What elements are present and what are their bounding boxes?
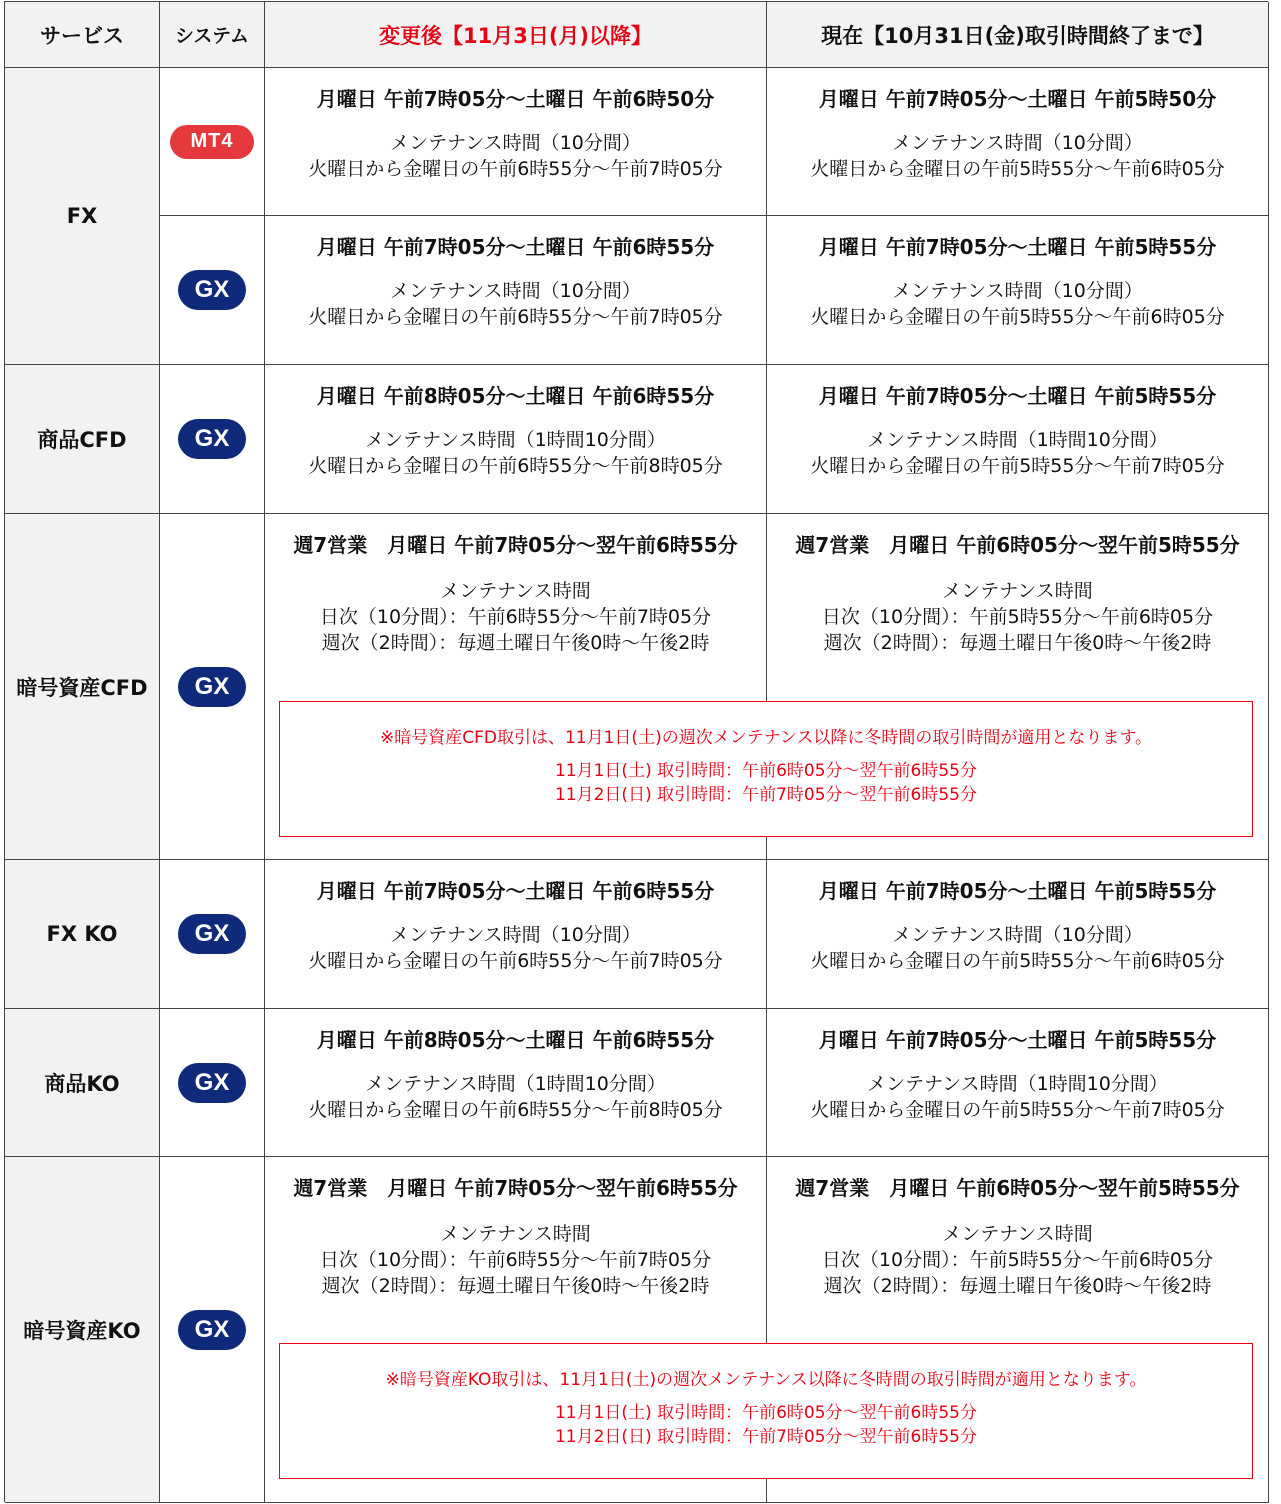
maintenance-detail: 火曜日から金曜日の午前5時55分～午前6時05分 [810, 950, 1225, 972]
trading-hours: 月曜日 午前7時05分～土曜日 午前5時55分 [818, 879, 1217, 903]
system-cell [160, 860, 265, 1009]
maintenance-title: メンテナンス時間 [440, 580, 591, 602]
trading-hours: 月曜日 午前7時05分～土曜日 午前5時55分 [818, 235, 1217, 259]
current-cell-commodity-cfd [767, 365, 1269, 514]
maintenance-weekly: 週次（2時間）：毎週土曜日午後0時～午後2時 [321, 632, 710, 654]
maintenance-detail: 火曜日から金曜日の午前5時55分～午前6時05分 [810, 306, 1225, 328]
maintenance-title: メンテナンス時間 [942, 1223, 1093, 1245]
maintenance-detail: 火曜日から金曜日の午前5時55分～午前7時05分 [810, 455, 1225, 477]
notice-text: ※暗号資産CFD取引は、11月1日(土)の週次メンテナンス以降に冬時間の取引時間が適用となります。 [380, 728, 1152, 748]
crypto-ko-notice [279, 1343, 1253, 1479]
maintenance-title: メンテナンス時間 [440, 1223, 591, 1245]
service-fx: FX [5, 68, 160, 365]
maintenance-title: メンテナンス時間（1時間10分間） [867, 429, 1168, 451]
service-commodity-ko: 商品KO [5, 1009, 160, 1157]
maintenance-daily: 日次（10分間）：午前5時55分～午前6時05分 [821, 606, 1214, 628]
maintenance-info [810, 278, 1225, 330]
system-cell [160, 365, 265, 514]
maintenance-info [810, 922, 1225, 974]
maintenance-detail: 火曜日から金曜日の午前6時55分～午前7時05分 [308, 158, 723, 180]
trading-hours: 週7営業 月曜日 午前7時05分～翌午前6時55分 [293, 533, 738, 557]
service-crypto-cfd: 暗号資産CFD [5, 514, 160, 860]
trading-hours: 週7営業 月曜日 午前7時05分～翌午前6時55分 [293, 1176, 738, 1200]
maintenance-info [810, 427, 1225, 479]
maintenance-title: メンテナンス時間（10分間） [892, 132, 1143, 154]
maintenance-info [822, 1221, 1213, 1299]
maintenance-daily: 日次（10分間）：午前6時55分～午前7時05分 [319, 1249, 712, 1271]
gx-badge: GX [178, 667, 246, 707]
current-cell-commodity-ko [767, 1009, 1269, 1157]
maintenance-title: メンテナンス時間（10分間） [390, 280, 641, 302]
crypto-cfd-notice [279, 701, 1253, 837]
service-crypto-ko: 暗号資産KO [5, 1157, 160, 1503]
header-after-change: 変更後【11月3日(月)以降】 [265, 2, 767, 68]
maintenance-info [320, 1221, 711, 1299]
maintenance-info [308, 1071, 723, 1123]
trading-hours: 週7営業 月曜日 午前6時05分～翌午前5時55分 [795, 1176, 1240, 1200]
maintenance-weekly: 週次（2時間）：毎週土曜日午後0時～午後2時 [823, 632, 1212, 654]
system-cell [160, 68, 265, 216]
maintenance-info [308, 278, 723, 330]
mt4-badge: MT4 [170, 125, 254, 159]
header-system: システム [160, 2, 265, 68]
trading-hours: 月曜日 午前7時05分～土曜日 午前6時55分 [316, 879, 715, 903]
service-fx-ko: FX KO [5, 860, 160, 1009]
system-cell [160, 216, 265, 365]
maintenance-info [308, 922, 723, 974]
maintenance-daily: 日次（10分間）：午前5時55分～午前6時05分 [821, 1249, 1214, 1271]
maintenance-title: メンテナンス時間（10分間） [390, 132, 641, 154]
notice-nov2-hours: 11月2日(日) 取引時間：午前7時05分～翌午前6時55分 [554, 1427, 977, 1447]
trading-hours-table [4, 1, 1268, 1502]
maintenance-detail: 火曜日から金曜日の午前5時55分～午前7時05分 [810, 1099, 1225, 1121]
maintenance-info [308, 130, 723, 182]
maintenance-weekly: 週次（2時間）：毎週土曜日午後0時～午後2時 [321, 1275, 710, 1297]
trading-hours: 月曜日 午前7時05分～土曜日 午前5時55分 [818, 384, 1217, 408]
notice-nov1-hours: 11月1日(土) 取引時間：午前6時05分～翌午前6時55分 [554, 761, 977, 781]
after-cell-fx-gx [265, 216, 767, 365]
maintenance-detail: 火曜日から金曜日の午前6時55分～午前7時05分 [308, 306, 723, 328]
trading-hours: 月曜日 午前7時05分～土曜日 午前5時50分 [818, 87, 1217, 111]
gx-badge: GX [178, 1310, 246, 1350]
maintenance-title: メンテナンス時間（10分間） [892, 280, 1143, 302]
maintenance-info [810, 1071, 1225, 1123]
maintenance-detail: 火曜日から金曜日の午前6時55分～午前7時05分 [308, 950, 723, 972]
maintenance-info [320, 578, 711, 656]
header-service: サービス [5, 2, 160, 68]
current-cell-fx-gx [767, 216, 1269, 365]
trading-hours: 月曜日 午前7時05分～土曜日 午前6時55分 [316, 235, 715, 259]
system-cell [160, 514, 265, 860]
maintenance-detail: 火曜日から金曜日の午前5時55分～午前6時05分 [810, 158, 1225, 180]
maintenance-detail: 火曜日から金曜日の午前6時55分～午前8時05分 [308, 455, 723, 477]
after-cell-commodity-ko [265, 1009, 767, 1157]
trading-hours: 月曜日 午前7時05分～土曜日 午前5時55分 [818, 1028, 1217, 1052]
gx-badge: GX [178, 270, 246, 310]
maintenance-title: メンテナンス時間 [942, 580, 1093, 602]
service-commodity-cfd: 商品CFD [5, 365, 160, 514]
after-cell-commodity-cfd [265, 365, 767, 514]
maintenance-info [308, 427, 723, 479]
maintenance-title: メンテナンス時間（1時間10分間） [365, 1073, 666, 1095]
maintenance-detail: 火曜日から金曜日の午前6時55分～午前8時05分 [308, 1099, 723, 1121]
gx-badge: GX [178, 1063, 246, 1103]
maintenance-daily: 日次（10分間）：午前6時55分～午前7時05分 [319, 606, 712, 628]
gx-badge: GX [178, 914, 246, 954]
gx-badge: GX [178, 419, 246, 459]
maintenance-title: メンテナンス時間（10分間） [390, 924, 641, 946]
notice-nov2-hours: 11月2日(日) 取引時間：午前7時05分～翌午前6時55分 [554, 785, 977, 805]
maintenance-weekly: 週次（2時間）：毎週土曜日午後0時～午後2時 [823, 1275, 1212, 1297]
maintenance-info [810, 130, 1225, 182]
trading-hours: 月曜日 午前7時05分～土曜日 午前6時50分 [316, 87, 715, 111]
header-current: 現在【10月31日(金)取引時間終了まで】 [767, 2, 1269, 68]
after-cell-fx-mt4 [265, 68, 767, 216]
notice-nov1-hours: 11月1日(土) 取引時間：午前6時05分～翌午前6時55分 [554, 1403, 977, 1423]
maintenance-title: メンテナンス時間（10分間） [892, 924, 1143, 946]
trading-hours: 月曜日 午前8時05分～土曜日 午前6時55分 [316, 384, 715, 408]
notice-text: ※暗号資産KO取引は、11月1日(土)の週次メンテナンス以降に冬時間の取引時間が適用となります。 [385, 1370, 1147, 1390]
after-cell-fx-ko [265, 860, 767, 1009]
maintenance-title: メンテナンス時間（1時間10分間） [365, 429, 666, 451]
trading-hours: 週7営業 月曜日 午前6時05分～翌午前5時55分 [795, 533, 1240, 557]
current-cell-fx-ko [767, 860, 1269, 1009]
maintenance-title: メンテナンス時間（1時間10分間） [867, 1073, 1168, 1095]
maintenance-info [822, 578, 1213, 656]
trading-hours: 月曜日 午前8時05分～土曜日 午前6時55分 [316, 1028, 715, 1052]
current-cell-fx-mt4 [767, 68, 1269, 216]
system-cell [160, 1009, 265, 1157]
system-cell [160, 1157, 265, 1503]
